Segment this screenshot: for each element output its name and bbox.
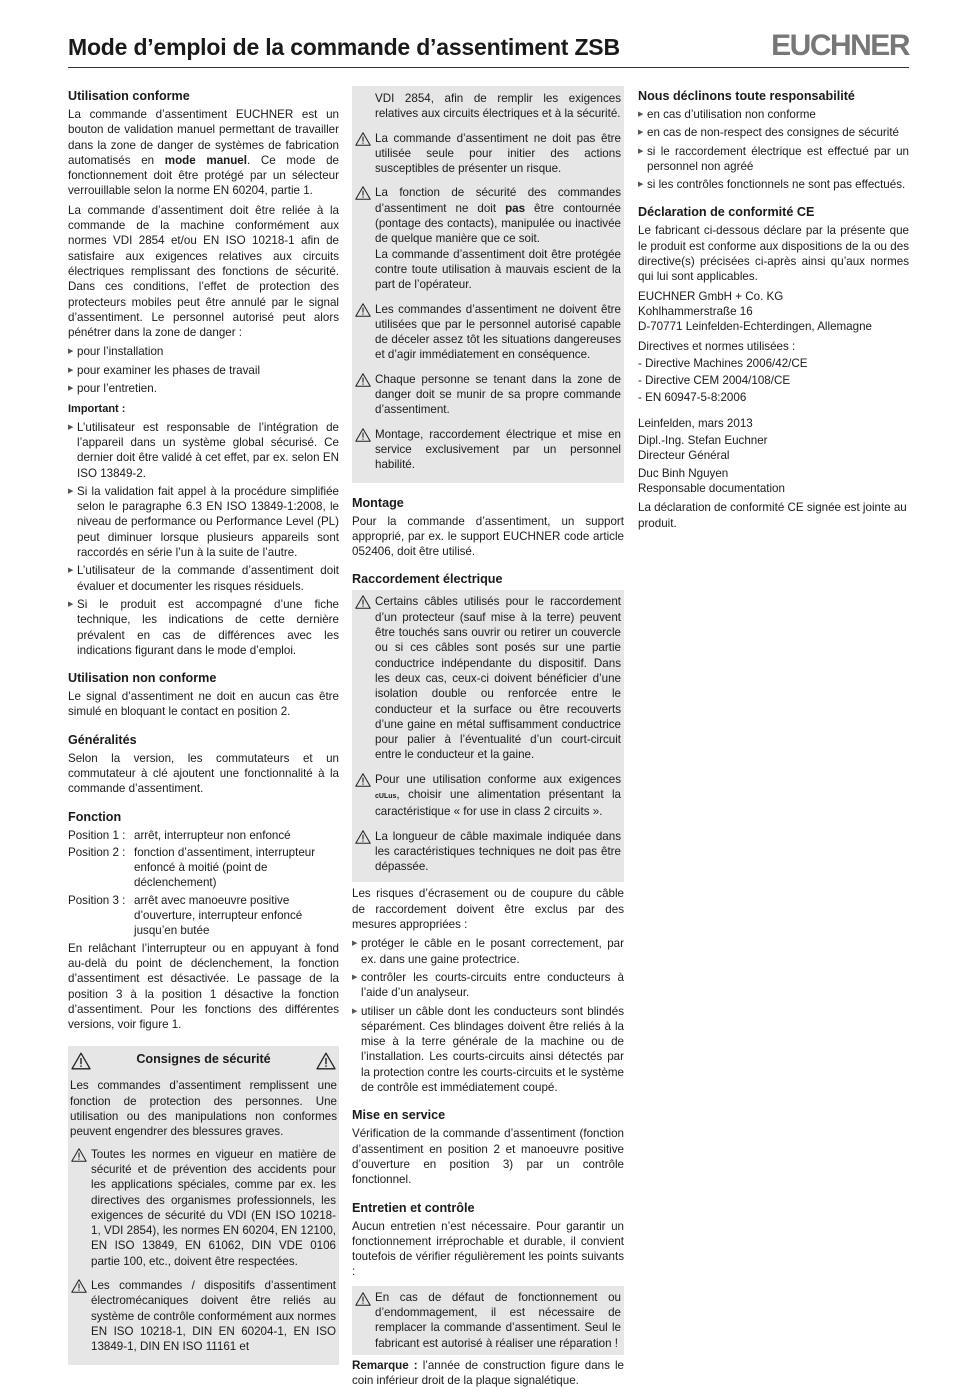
arrow-bullet-icon: ▶ bbox=[68, 567, 74, 575]
list-item: ▶ L’utilisateur est responsable de l’intégration de l’appareil dans un système global sécurisé. Ce dernier doit être validé à cet effet, par ex. selon EN ISO 13849-2. bbox=[68, 420, 339, 480]
warning-item: En cas de défaut de fonctionnement ou d’endommagement, il est nécessaire de remplacer la commande d’assentiment. Seul le fabricant est autorisé à réaliser une réparation ! bbox=[352, 1286, 624, 1355]
section-utilisation-conforme bbox=[68, 88, 339, 658]
list-item: ▶ en cas de non-respect des consignes de sécurité bbox=[638, 126, 899, 140]
section-heading: Utilisation conforme bbox=[68, 89, 190, 103]
warning-icon bbox=[355, 427, 371, 443]
warning-icon bbox=[355, 1291, 371, 1307]
section-fonction bbox=[68, 809, 339, 1033]
arrow-bullet-icon: ▶ bbox=[68, 600, 74, 608]
column-1 bbox=[68, 88, 339, 1365]
warning-item: VDI 2854, afin de remplir les exigences relatives aux circuits électriques et à la sécurité. bbox=[375, 92, 621, 121]
position-row: Position 3 : arrêt avec manoeuvre positive d’ouverture, interrupteur enfoncé jusqu’en butée bbox=[68, 893, 303, 938]
warning-item: La fonction de sécurité des commandes d’assentiment ne doit pas être contournée (pontage des contacts), manipulée ou inactivée de quelque manière que ce soit. La commande d’assentiment doit être protégée contre toute utilisation à mauvais escient de la part de l’opérateur. bbox=[352, 182, 624, 295]
section-heading: Généralités bbox=[68, 732, 137, 747]
arrow-bullet-icon: ▶ bbox=[352, 1007, 358, 1015]
important-list bbox=[68, 420, 339, 658]
safety-instructions-box bbox=[68, 1046, 339, 1365]
electrical-warnings-box bbox=[352, 590, 624, 882]
safety-box-title: Consignes de sécurité bbox=[136, 1052, 271, 1067]
paragraph: Les commandes d’assentiment remplissent une fonction de protection des personnes. Une utilisation ou des manipulations non conformes peuvent engendrer des blessures graves. bbox=[70, 1079, 337, 1139]
paragraph: Le signal d’assentiment ne doit en aucun cas être simulé en bloquant le contact en position 2. bbox=[68, 690, 339, 719]
warning-icon bbox=[71, 1051, 91, 1071]
position-row: Position 2 : fonction d’assentiment, interrupteur enfoncé à moitié (point de déclenchement) bbox=[68, 845, 316, 890]
list-item: ▶ contrôler les courts-circuits entre conducteurs à l’aide d’un analyseur. bbox=[352, 970, 624, 1000]
warning-item: Certains câbles utilisés pour le raccordement d’un protecteur (sauf mise à la terre) peuvent être touchés sans ouvrir ou retirer un couvercle ou si ces câbles sont posés sur une partie conductrice indépendante du dispositif. Dans les deux cas, ceux-ci doivent bénéficier d’une isolation double ou renforcée entre le conducteur et la surface ou être recouverts d’une gaine en métal suffisamment conductrice pour palier à l’éventualité d’un court-circuit entre le conducteur et la gaine. bbox=[352, 591, 624, 765]
page-title: Mode d’emploi de la commande d’assentiment ZSB bbox=[68, 34, 620, 60]
list-item: ▶ L’utilisateur de la commande d’assentiment doit évaluer et documenter les risques résiduels. bbox=[68, 564, 339, 593]
list-item: ▶ pour examiner les phases de travail bbox=[68, 363, 261, 377]
section-mise-en-service bbox=[352, 1107, 624, 1187]
section-heading: Mise en service bbox=[352, 1108, 446, 1123]
list-item: ▶ en cas d’utilisation non conforme bbox=[638, 108, 816, 121]
warning-item: Chaque personne se tenant dans la zone de danger doit se munir de sa propre commande d’assentiment. bbox=[352, 369, 624, 421]
list-item: ▶ si les contrôles fonctionnels ne sont pas effectués. bbox=[638, 178, 906, 192]
euchner-logo: EUCHNER bbox=[771, 29, 909, 62]
warning-icon bbox=[355, 594, 371, 610]
list-item: ▶ Si le produit est accompagné d’une fiche technique, les indications de cette dernière prévalent en cas de différences avec les indications figurant dans le mode d’emploi. bbox=[68, 597, 339, 657]
section-heading: Fonction bbox=[68, 809, 122, 824]
manufacturer-address: EUCHNER GmbH + Co. KG Kohlhammerstraße 16 D-70771 Leinfelden-Echterdingen, Allemagne bbox=[638, 289, 872, 334]
paragraph: Les risques d’écrasement ou de coupure du câble de raccordement doivent être exclus par des mesures appropriées : bbox=[352, 887, 624, 932]
important-label: Important : bbox=[68, 403, 126, 416]
arrow-bullet-icon: ▶ bbox=[352, 940, 358, 948]
section-montage bbox=[352, 495, 624, 560]
bullet-list bbox=[638, 107, 909, 192]
page-header bbox=[68, 30, 909, 68]
bullet-list bbox=[352, 936, 624, 1095]
section-responsabilite bbox=[638, 88, 909, 192]
safety-instructions-continued bbox=[352, 86, 624, 483]
warning-item: La longueur de câble maximale indiquée dans les caractéristiques techniques ne doit pas être dépassée. bbox=[352, 826, 624, 878]
signatories: Leinfelden, mars 2013 Dipl.-Ing. Stefan Euchner Directeur Général Duc Binh Nguyen Responsable documentation bbox=[638, 416, 785, 495]
paragraph: Vérification de la commande d’assentiment (fonction d’assentiment en position 2 et manoeuvre positive d’ouverture en position 3) par un contrôle fonctionnel. bbox=[352, 1127, 624, 1187]
warning-icon bbox=[355, 185, 371, 201]
arrow-bullet-icon: ▶ bbox=[352, 973, 358, 981]
paragraph: Selon la version, les commutateurs et un commutateur à clé ajoutent une fonctionnalité à la commande d’assentiment. bbox=[68, 751, 339, 796]
section-heading: Raccordement électrique bbox=[352, 572, 503, 587]
section-heading: Nous déclinons toute responsabilité bbox=[638, 89, 855, 103]
arrow-bullet-icon: ▶ bbox=[68, 348, 74, 356]
warning-icon bbox=[316, 1051, 336, 1071]
ul-mark-icon: cULus bbox=[375, 792, 397, 800]
column-3 bbox=[638, 88, 909, 535]
arrow-bullet-icon: ▶ bbox=[638, 111, 644, 118]
warning-item: Pour une utilisation conforme aux exigences cULus, choisir une alimentation présentant la caractéristique « for use in class 2 circuits ». bbox=[352, 769, 624, 823]
warning-icon bbox=[355, 131, 371, 147]
list-item: ▶ pour l’installation bbox=[68, 345, 164, 359]
warning-item: La commande d’assentiment ne doit pas être utilisée seule pour initier des actions susceptibles de présenter un risque. bbox=[352, 128, 624, 180]
paragraph: Le fabricant ci-dessous déclare par la présente que le produit est conforme aux dispositions de la ou des directive(s) précisées ci-après ainsi qu’aux normes qui lui sont applicables. bbox=[638, 224, 909, 284]
list-item: ▶ si le raccordement électrique est effectué par un personnel non agréé bbox=[638, 144, 909, 173]
arrow-bullet-icon: ▶ bbox=[68, 423, 74, 431]
paragraph: La commande d’assentiment EUCHNER est un bouton de validation manuel permettant de travailler dans la zone de danger de systèmes de fabrication automatisés en mode manuel. Ce mode de fonctionnement doit être protégé par un sélecteur verrouillable selon la norme EN 60204, partie 1. bbox=[68, 108, 339, 198]
paragraph: Aucun entretien n’est nécessaire. Pour garantir un fonctionnement irréprochable et durable, il convient toutefois de vérifier régulièrement les points suivants : bbox=[352, 1219, 624, 1279]
paragraph: La commande d’assentiment doit être reliée à la commande de la machine conformément aux normes VDI 2854 et/ou EN ISO 10218-1 afin de satisfaire aux exigences relatives aux circuits électriques remplissant des fonctions de sécurité. Dans ces conditions, l’effet de protection des protecteurs mobiles peut être annulé par le signal d’assentiment. Le personnel autorisé peut alors pénétrer dans la zone de danger : bbox=[68, 203, 339, 340]
arrow-bullet-icon: ▶ bbox=[68, 385, 74, 393]
warning-icon bbox=[71, 1278, 87, 1294]
warning-item: Les commandes / dispositifs d’assentiment électromécaniques doivent être reliés au système de contrôle conformément aux normes EN ISO 10218-1, DIN EN 60204-1, EN ISO 13849-1, DIN EN ISO 11161 et bbox=[68, 1275, 339, 1357]
section-heading: Utilisation non conforme bbox=[68, 671, 217, 686]
bullet-list bbox=[68, 344, 339, 396]
arrow-bullet-icon: ▶ bbox=[638, 147, 644, 155]
warning-icon bbox=[355, 772, 371, 788]
section-heading: Déclaration de conformité CE bbox=[638, 205, 815, 220]
section-raccordement bbox=[352, 571, 624, 1095]
safety-box-header bbox=[68, 1046, 339, 1078]
section-non-conforme bbox=[68, 670, 339, 720]
column-2 bbox=[352, 88, 624, 1392]
section-entretien bbox=[352, 1200, 624, 1389]
paragraph: Remarque : l’année de construction figure dans le coin inférieur droit de la plaque signalétique. bbox=[352, 1358, 624, 1388]
arrow-bullet-icon: ▶ bbox=[638, 181, 644, 189]
arrow-bullet-icon: ▶ bbox=[68, 366, 74, 374]
warning-item: Les commandes d’assentiment ne doivent être utilisées que par le personnel autorisé capable de déceler assez tôt les situations dangereuses et d’agir immédiatement en conséquence. bbox=[352, 299, 624, 366]
directives-list: Directives et normes utilisées : - Directive Machines 2006/42/CE - Directive CEM 2004/108/CE - EN 60947-5-8:2006 bbox=[638, 339, 808, 405]
warning-item: Toutes les normes en vigueur en matière de sécurité et de prévention des accidents pour les applications spéciales, comme par ex. les directives des organismes professionnels, les exigences de sécurité du VDI (EN ISO 10218-1, VDI 2854), les normes EN 60204, EN 12100, EN ISO 13849, EN 61062, DIN VDE 0106 partie 100, etc., doivent être respectées. bbox=[68, 1144, 339, 1272]
position-row: Position 1 : arrêt, interrupteur non enfoncé bbox=[68, 828, 291, 842]
section-heading: Entretien et contrôle bbox=[352, 1200, 475, 1215]
warning-item: Montage, raccordement électrique et mise en service exclusivement par un personnel habilité. bbox=[352, 424, 624, 476]
warning-icon bbox=[355, 302, 371, 318]
warning-icon bbox=[71, 1147, 87, 1163]
arrow-bullet-icon: ▶ bbox=[638, 129, 644, 137]
list-item: ▶ pour l’entretien. bbox=[68, 382, 157, 396]
section-generalites bbox=[68, 732, 339, 797]
warning-icon bbox=[355, 829, 371, 845]
section-declaration-ce bbox=[638, 204, 909, 530]
section-heading: Montage bbox=[352, 495, 404, 510]
arrow-bullet-icon: ▶ bbox=[68, 487, 74, 495]
list-item: ▶ Si la validation fait appel à la procédure simplifiée selon le paragraphe 6.3 EN ISO 13849-1:2008, le niveau de performance ou Performance Level (PL) peut diminuer lorsque plusieurs appareils sont raccordés en série l’un à la suite de l’autre. bbox=[68, 484, 339, 560]
list-item: ▶ protéger le câble en le posant correctement, par ex. dans une gaine protectrice. bbox=[352, 937, 624, 966]
warning-icon bbox=[355, 372, 371, 388]
paragraph: En relâchant l’interrupteur ou en appuyant à fond au-delà du point de déclenchement, la fonction d’assentiment est désactivée. Le passage de la position 3 à la position 1 désactive la fonction d’assentiment. Pour les fonctions des différentes versions, voir figure 1. bbox=[68, 941, 339, 1032]
list-item: ▶ utiliser un câble dont les conducteurs sont blindés séparément. Ces blindages doivent être reliés à la mise à la terre générale de la machine ou de l’installation. Les courts-circuits ainsi détectés par la protection contre les courts-circuits et le système de contrôle est immédiatement coupé. bbox=[352, 1004, 624, 1095]
paragraph: La déclaration de conformité CE signée est jointe au produit. bbox=[638, 501, 907, 530]
paragraph: Pour la commande d’assentiment, un support approprié, par ex. le support EUCHNER code article 052406, doit être utilisé. bbox=[352, 514, 624, 559]
